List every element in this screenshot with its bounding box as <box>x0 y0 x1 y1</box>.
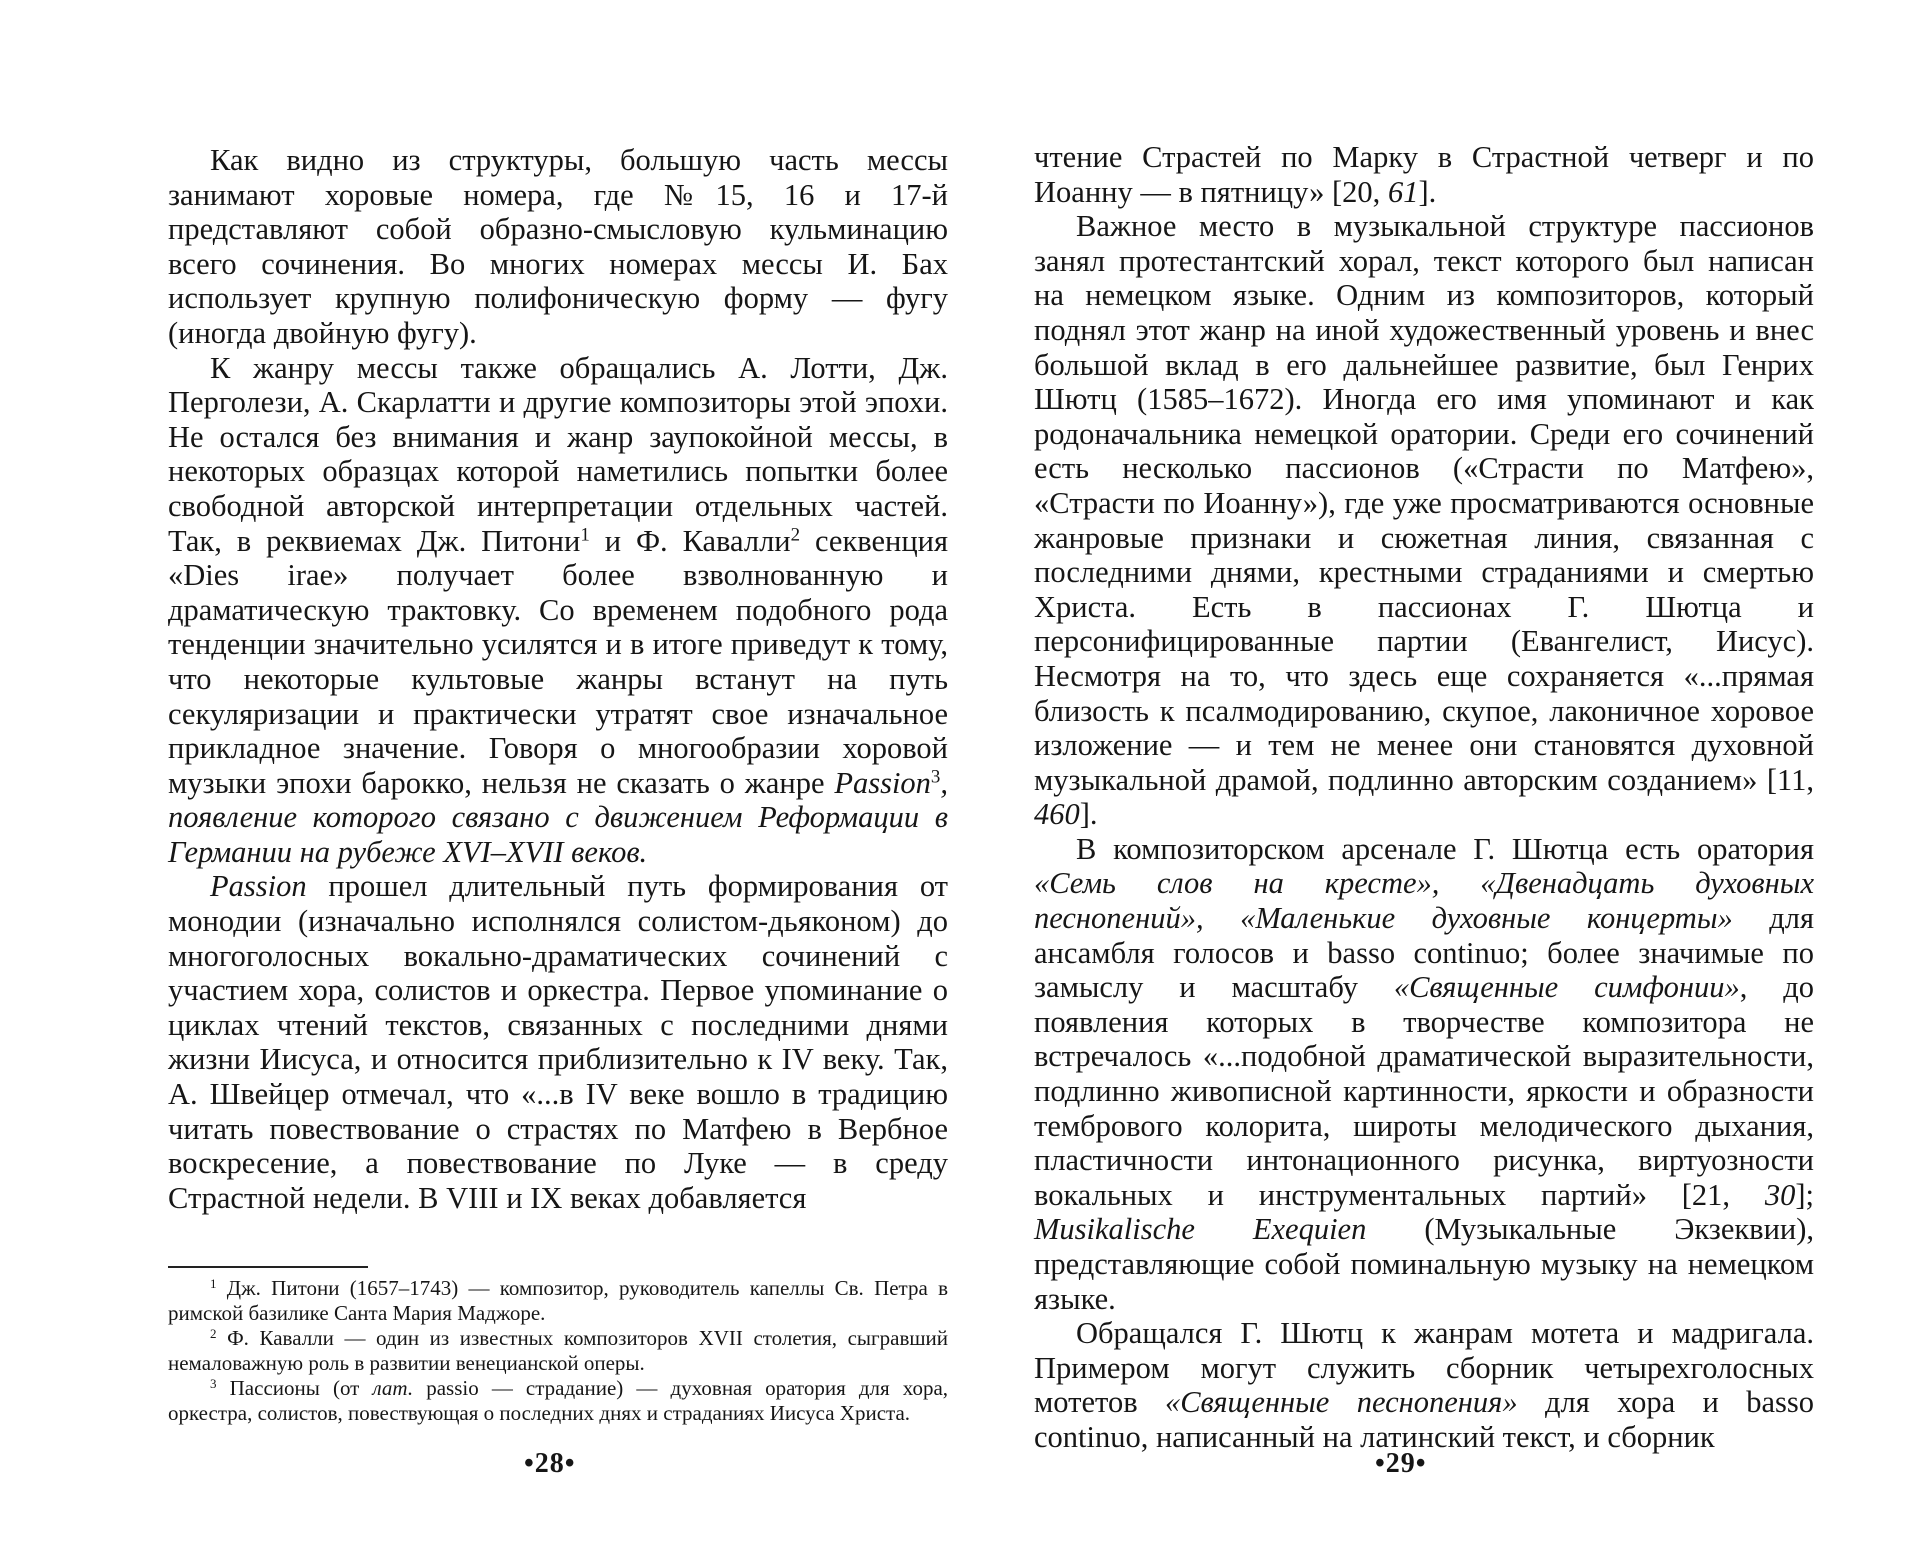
footnote-ref: 1 <box>580 524 590 546</box>
paragraph: Обращался Г. Шютц к жанрам мотета и мадригала. Примером могут служить сборник четырехголосных мотетов «Священные песнопения» для хора и basso continuo, написанный на латинский текст, и сборник <box>1034 1316 1814 1454</box>
page-number: •28• <box>524 1448 576 1479</box>
footnote-ref: 2 <box>790 524 801 546</box>
footnotes <box>168 1276 948 1426</box>
footnote-divider <box>168 1266 368 1268</box>
paragraph: Как видно из структуры, большую часть мессы занимают хоровые номера, где №15, 16 и 17-й представляют собой образно-смысловую кульминацию всего сочинения. Во многих номерах мессы И. Бах использует крупную полифоническую форму — фугу (иногда двойную фугу). <box>168 143 948 350</box>
paragraph: В композиторском арсенале Г. Шютца есть оратория «Семь слов на кресте», «Двенадцать духовных песнопений», «Маленькие духовные концерты» для ансамбля голосов и basso continuo; более значимые по замыслу и масштабу «Священные симфонии», до появления которых в творчестве композитора не встречалось «...подобной драматической выразительности, подлинно живописной картинности, яркости и образности тембрового колорита, широты мелодического дыхания, пластичности интонационного рисунка, виртуозности вокальных и инструментальных партий» [21, 30]; Musikalische Exequien (Музыкальные Экзеквии), представляющие собой поминальную музыку на немецком языке. <box>1034 831 1815 1316</box>
paragraph: чтение Страстей по Марку в Страстной четверг и по Иоанну — в пятницу» [20, 61]. <box>1034 140 1814 209</box>
footnote: $^3$ Пассионы (от лат. passio — страдание) — духовная оратория для хора, оркестра, солистов, повествующая о последних днях и страданиях Иисуса Христа. <box>168 1375 949 1425</box>
page-number: •29• <box>1375 1448 1427 1479</box>
footnote: $^2$ Ф. Кавалли — один из известных композиторов XVII столетия, сыгравший немаловажную роль в развитии венецианской оперы. <box>168 1325 949 1375</box>
paragraph: К жанру мессы также обращались А. Лотти, Дж. Перголези, А. Скарлатти и другие композиторы этой эпохи. Не остался без внимания и жанр заупокойной мессы, в некоторых образцах которой наметились попытки более свободной авторской интерпретации отдельных частей. Так, в реквиемах Дж. Питони$^1$ и Ф. Кавалли$^2$ секвенция «Dies irae» получает более взволнованную и драматическую трактовку. Со временем подобного рода тенденции значительно усилятся и в итоге приведут к тому, что некоторые культовые жанры встанут на путь секуляризации и практически утратят свое изначальное прикладное значение. Говоря о многообразии хоровой музыки эпохи барокко, нельзя не сказать о жанре Passion$^3$, появление которого связано с движением Реформации в Германии на рубеже XVI–XVII веков. <box>168 350 949 869</box>
paragraph: Важное место в музыкальной структуре пассионов занял протестантский хорал, текст которого был написан на немецком языке. Одним из композиторов, который поднял этот жанр на иной художественный уровень и внес большой вклад в его дальнейшее развитие, был Генрих Шютц (1585–1672). Иногда его имя упоминают и как родоначальника немецкой оратории. Среди его сочинений есть несколько пассионов («Страсти по Матфею», «Страсти по Иоанну»), где уже просматриваются основные жанровые признаки и сюжетная линия, связанная с последними днями, крестными страданиями и смертью Христа. Есть в пассионах Г. Шютца и персонифицированные партии (Евангелист, Иисус). Несмотря на то, что здесь еще сохраняется «...прямая близость к псалмодированию, скупое, лаконичное хоровое изложение — и тем не менее они становятся духовной музыкальной драмой, подлинно авторским созданием» [11, 460]. <box>1034 209 1814 832</box>
paragraph: Passion прошел длительный путь формирования от монодии (изначально исполнялся солистом-дьяконом) до многоголосных вокально-драматических сочинений с участием хора, солистов и оркестра. Первое упоминание о циклах чтений текстов, связанных с последними днями жизни Иисуса, и относится приблизительно к IV веку. Так, А. Швейцер отмечал, что «...в IV веке вошло в традицию читать повествование о страстях по Матфею в Вербное воскресение, а повествование по Луке — в среду Страстной недели. В VIII и IX веках добавляется <box>168 869 948 1215</box>
left-page-body <box>168 143 948 1215</box>
right-page-body <box>1034 140 1814 1455</box>
right-page <box>959 0 1918 1568</box>
footnote-ref: 3 <box>930 766 941 788</box>
footnote: $^1$ Дж. Питони (1657–1743) — композитор, руководитель капеллы Св. Петра в римской базилике Санта Мария Маджоре. <box>168 1275 949 1325</box>
